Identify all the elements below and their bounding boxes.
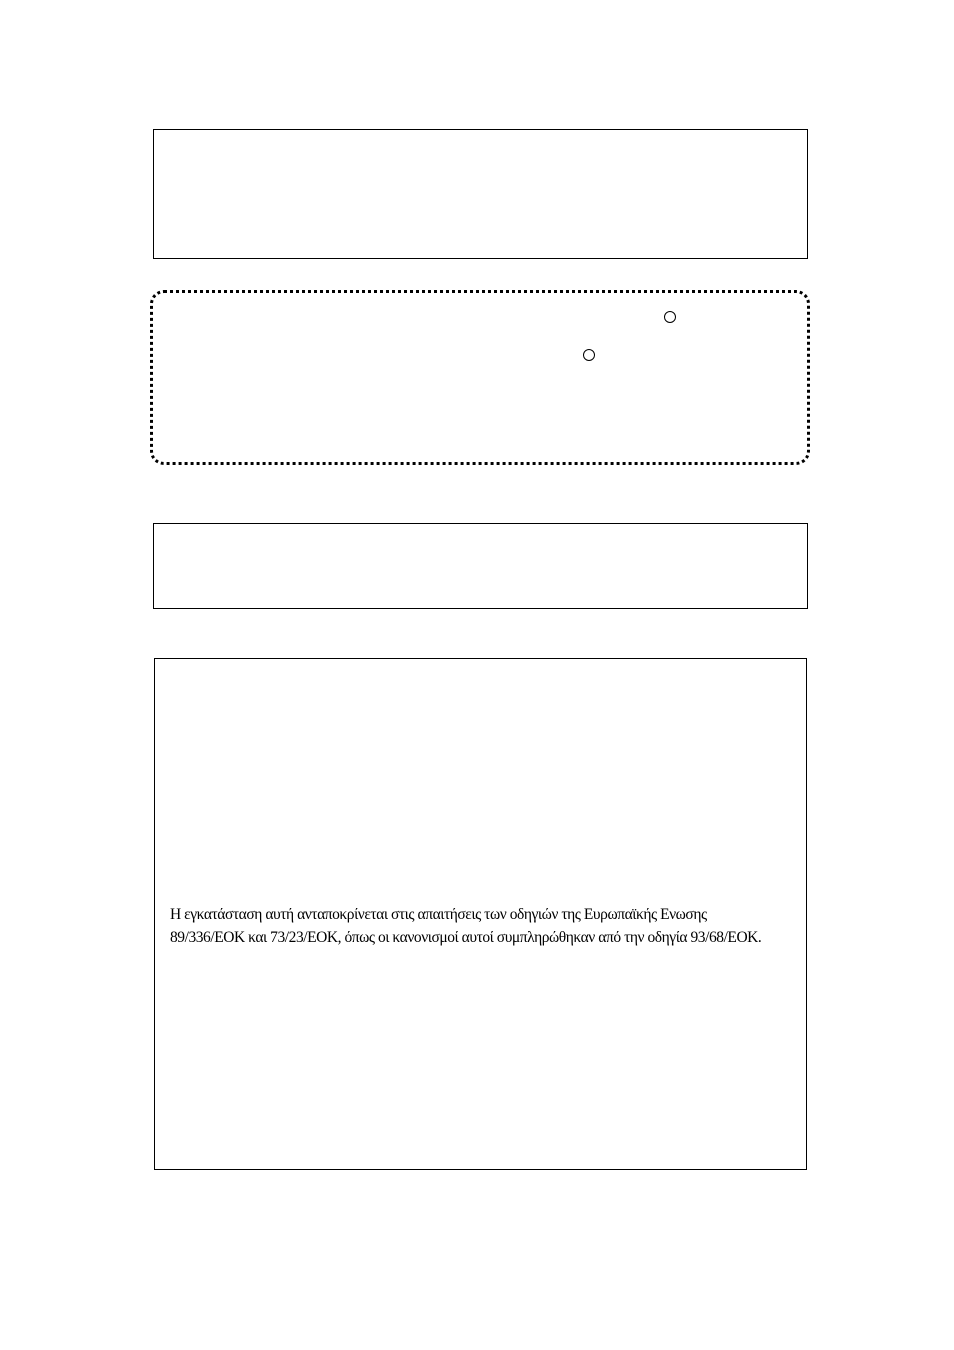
ring-icon [583, 349, 595, 361]
top-frame [153, 129, 808, 259]
middle-frame [153, 523, 808, 609]
declaration-line-2: 89/336/ΕΟΚ και 73/23/ΕΟΚ, όπως οι κανονισμοί αυτοί συμπληρώθηκαν από την οδηγία 93/68/ΕΟΚ. [170, 929, 762, 946]
dotted-frame [150, 290, 810, 465]
conformity-declaration [170, 903, 810, 949]
ring-icon [664, 311, 676, 323]
declaration-line-1: Η εγκατάσταση αυτή ανταποκρίνεται στις απαιτήσεις των οδηγιών της Ευρωπαϊκής Ενωσης [170, 906, 707, 923]
